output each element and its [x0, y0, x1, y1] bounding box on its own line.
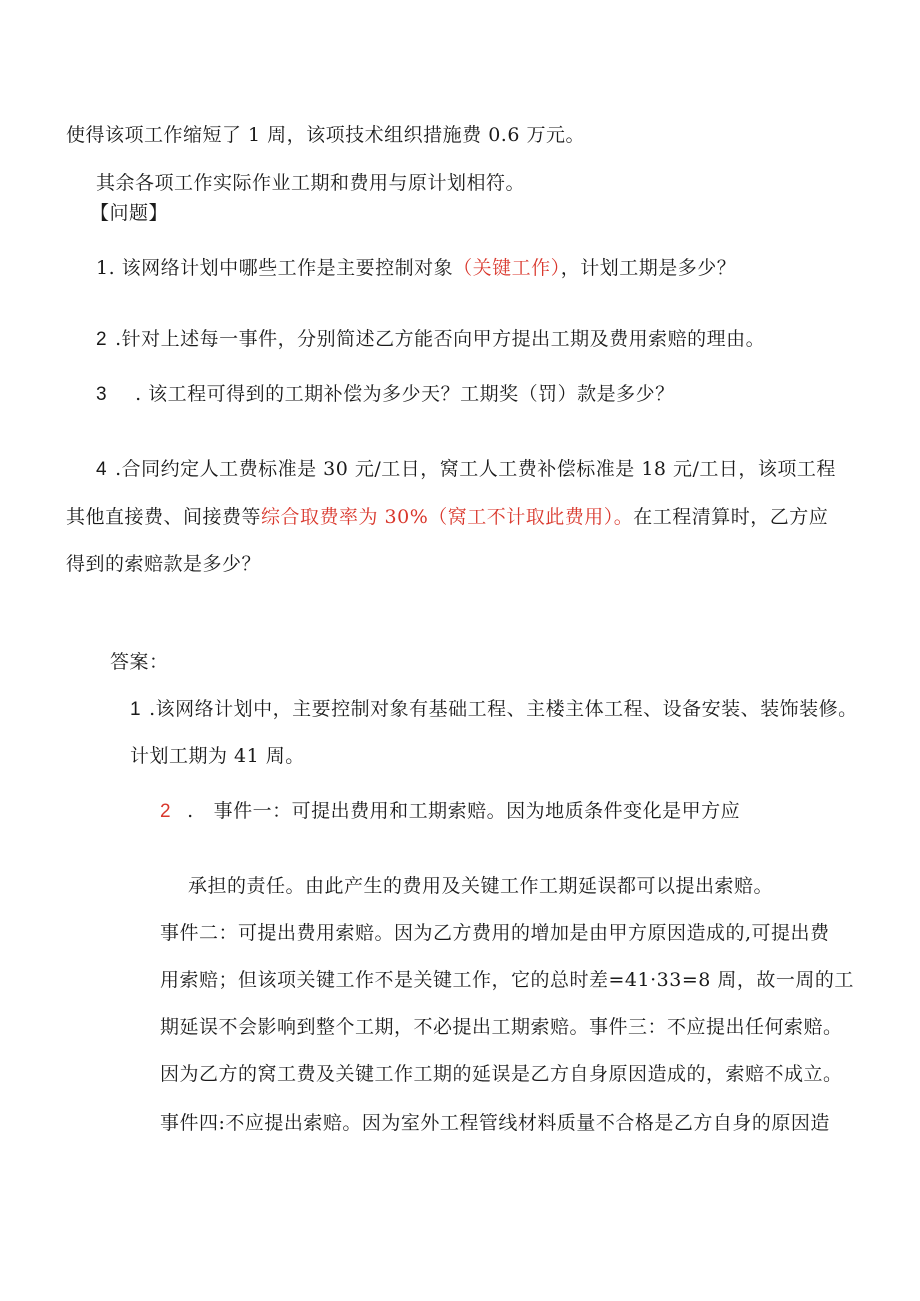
question-4-cont: 其他直接费、间接费等综合取费率为 30%（窝工不计取此费用）。在工程清算时，乙方应 — [66, 506, 829, 528]
paragraph-line: 其余各项工作实际作业工期和费用与原计划相符。 — [96, 172, 526, 194]
question-2: 2 .针对上述每一事件，分别简述乙方能否向甲方提出工期及费用索赔的理由。 — [96, 328, 766, 350]
section-heading: 【问题】 — [90, 202, 169, 224]
paragraph-line: 使得该项工作缩短了 1 周，该项技术组织措施费 0.6 万元。 — [66, 124, 585, 146]
answer-2-cont: 承担的责任。由此产生的费用及关键工作工期延误都可以提出索赔。 — [188, 875, 774, 897]
answer-2: 2 . 事件一：可提出费用和工期索赔。因为地质条件变化是甲方应 — [160, 800, 741, 822]
question-4-cont: 得到的索赔款是多少？ — [66, 553, 262, 575]
question-1: 1. 该网络计划中哪些工作是主要控制对象（关键工作），计划工期是多少？ — [96, 257, 737, 279]
answer-1-cont: 计划工期为 41 周。 — [130, 745, 305, 767]
question-4: 4 .合同约定人工费标准是 30 元/工日，窝工人工费补偿标准是 18 元/工日，该项工程 — [96, 458, 836, 480]
highlight-text: 综合取费率为 30%（窝工不计取此费用）。 — [261, 506, 634, 528]
highlight-text: （关键工作） — [453, 257, 561, 279]
answer-2-cont: 期延误不会影响到整个工期，不必提出工期索赔。事件三：不应提出任何索赔。 — [160, 1016, 843, 1038]
answer-heading: 答案： — [110, 651, 169, 673]
answer-2-cont: 用索赔；但该项关键工作不是关键工作，它的总时差=41·33=8 周，故一周的工 — [160, 969, 854, 991]
answer-2-cont: 因为乙方的窝工费及关键工作工期的延误是乙方自身原因造成的，索赔不成立。 — [160, 1063, 843, 1085]
answer-1: 1 .该网络计划中，主要控制对象有基础工程、主楼主体工程、设备安装、装饰装修。 — [130, 698, 858, 720]
answer-2-cont: 事件二：可提出费用索赔。因为乙方费用的增加是由甲方原因造成的,可提出费 — [160, 922, 830, 944]
question-3: 3 . 该工程可得到的工期补偿为多少天？工期奖（罚）款是多少？ — [96, 383, 675, 405]
answer-2-cont: 事件四:不应提出索赔。因为室外工程管线材料质量不合格是乙方自身的原因造 — [160, 1112, 830, 1134]
